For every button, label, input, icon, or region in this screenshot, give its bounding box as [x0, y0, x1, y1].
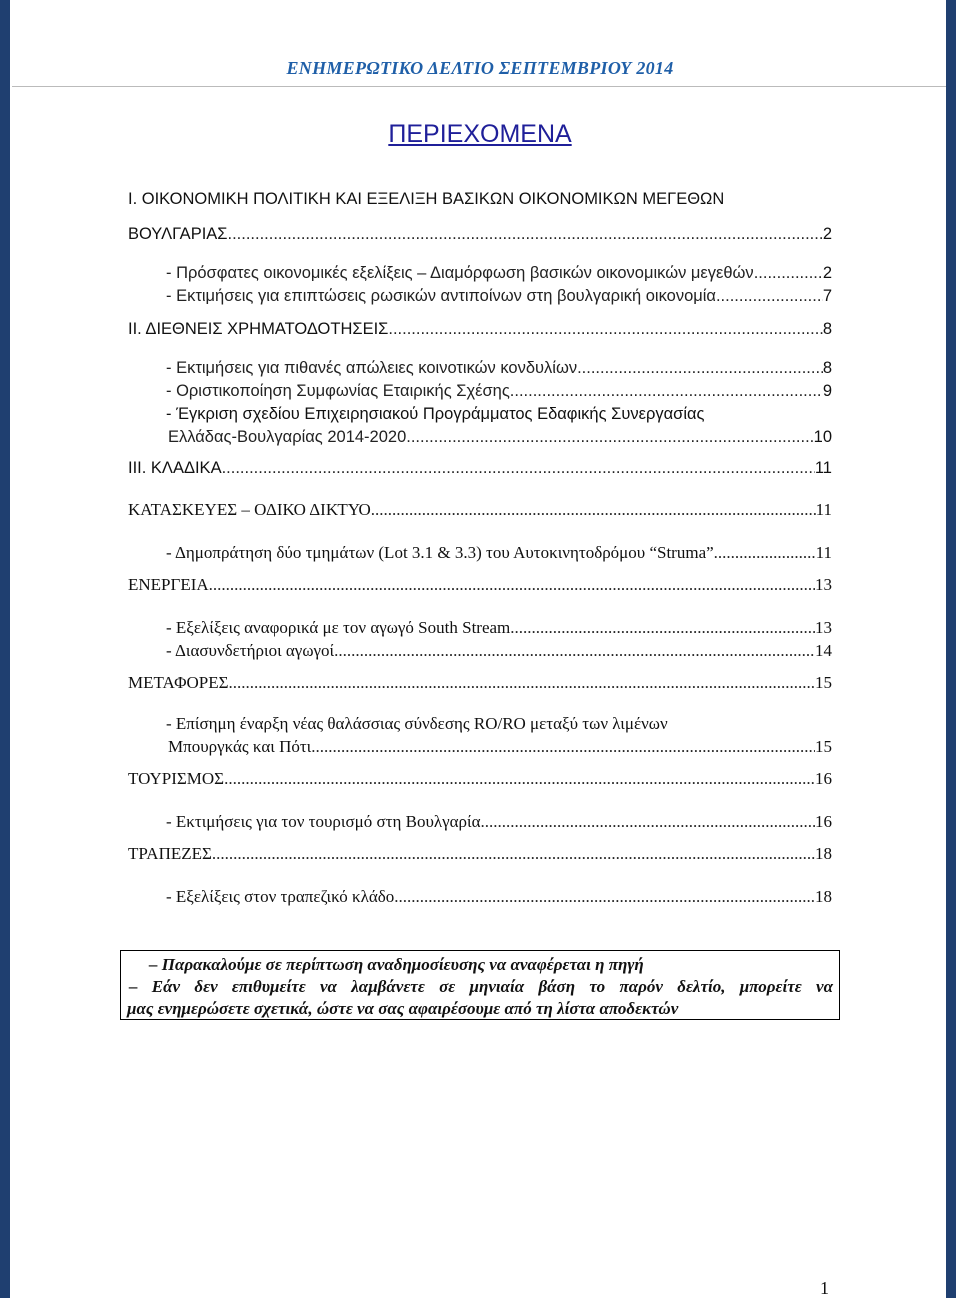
toc-page-number: 11 [815, 543, 832, 562]
toc-page-number: 2 [822, 225, 832, 243]
toc-leader-dots [481, 812, 816, 832]
toc-page-number: 11 [814, 459, 832, 477]
toc-page-number: 16 [815, 812, 832, 831]
toc-entry-south-stream[interactable] [166, 618, 832, 638]
toc-entry-territorial-cooperation[interactable] [166, 428, 832, 447]
toc-entry-russian-sanctions[interactable] [166, 287, 832, 306]
right-border-bar [946, 0, 956, 1298]
toc-title: ΠΕΡΙΕΧΟΜΕΝΑ [388, 120, 572, 148]
toc-page-number: 9 [822, 382, 832, 400]
toc-leader-dots [209, 575, 815, 595]
toc-leader-dots [388, 320, 822, 339]
toc-entry-section-3[interactable] [128, 459, 832, 478]
toc-entry-label: ΕΝΕΡΓΕΙΑ [128, 575, 209, 594]
toc-leader-dots [311, 737, 815, 757]
toc-entry-energy[interactable] [128, 575, 832, 595]
toc-entry-label: - Εκτιμήσεις για επιπτώσεις ρωσικών αντιποίνων στη βουλγαρική οικονομία [166, 287, 716, 305]
toc-entry-partnership-agreement[interactable] [166, 382, 832, 401]
toc-entry-label: ΜΕΤΑΦΟΡΕΣ [128, 673, 229, 692]
toc-page-number: 2 [822, 264, 832, 282]
toc-entry-label: ΒΟΥΛΓΑΡΙΑΣ [128, 225, 228, 243]
toc-page-number: 18 [815, 844, 832, 863]
toc-leader-dots [406, 428, 813, 447]
toc-page-number: 8 [822, 320, 832, 338]
toc-entry-label: - Δημοπράτηση δύο τμημάτων (Lot 3.1 & 3.3) του Αυτοκινητοδρόμου “Struma” [166, 543, 714, 562]
notice-line-3: μας ενημερώσετε σχετικά, ώστε να σας αφαιρέσουμε από τη λίστα αποδεκτών [127, 999, 679, 1018]
toc-page-number: 7 [822, 287, 832, 305]
toc-entry-roro[interactable] [166, 737, 832, 757]
toc-page-number: 13 [815, 618, 832, 637]
toc-entry-label: ΙΙ. ΔΙΕΘΝΕΙΣ ΧΡΗΜΑΤΟΔΟΤΗΣΕΙΣ [128, 320, 389, 338]
notice-line-2: – Εάν δεν επιθυμείτε να λαμβάνετε σε μηνιαία βάση το παρόν δελτίο, μπορείτε να [129, 977, 833, 996]
header-divider [12, 86, 946, 87]
toc-entry-label: Μπουργκάς και Πότι [168, 737, 312, 756]
page-number: 1 [820, 1278, 829, 1298]
toc-leader-dots [224, 769, 815, 789]
toc-entry-tourism[interactable] [128, 769, 832, 789]
toc-page-number: 15 [815, 673, 832, 692]
toc-page-number: 14 [815, 641, 832, 660]
toc-leader-dots [229, 673, 815, 693]
toc-entry-construction[interactable] [128, 500, 832, 520]
toc-leader-dots [577, 359, 823, 378]
toc-entry-struma-tender[interactable] [166, 543, 832, 563]
header-title: ΕΝΗΜΕΡΩΤΙΚΟ ΔΕΛΤΙΟ ΣΕΠΤΕΜΒΡΙΟΥ 2014 [286, 58, 674, 78]
toc-entry-section-1[interactable] [128, 225, 832, 244]
toc-entry-section-1-line1[interactable]: Ι. ΟΙΚΟΝΟΜΙΚΗ ΠΟΛΙΤΙΚΗ ΚΑΙ ΕΞΕΛΙΞΗ ΒΑΣΙΚΩΝ ΟΙΚΟΝΟΜΙΚΩΝ ΜΕΓΕΘΩΝ [128, 190, 725, 208]
toc-leader-dots [716, 287, 823, 306]
toc-leader-dots [334, 641, 815, 661]
toc-entry-label: - Εξελίξεις αναφορικά με τον αγωγό South Stream [166, 618, 511, 637]
toc-entry-banks[interactable] [128, 844, 832, 864]
toc-entry-label: - Εξελίξεις στον τραπεζικό κλάδο [166, 887, 395, 906]
toc-entry-label: Ελλάδας-Βουλγαρίας 2014-2020 [168, 428, 407, 446]
toc-entry-recent-developments[interactable] [166, 264, 832, 283]
left-border-bar [0, 0, 10, 1298]
toc-entry-banking-sector[interactable] [166, 887, 832, 907]
toc-entry-territorial-cooperation-line1[interactable]: - Έγκριση σχεδίου Επιχειρησιακού Προγράμματος Εδαφικής Συνεργασίας [166, 405, 705, 423]
toc-entry-label: ΙΙΙ. ΚΛΑΔΙΚΑ [128, 459, 222, 477]
toc-leader-dots [212, 844, 815, 864]
toc-leader-dots [222, 459, 815, 478]
toc-entry-label: - Πρόσφατες οικονομικές εξελίξεις – Διαμόρφωση βασικών οικονομικών μεγεθών [166, 264, 754, 282]
toc-leader-dots [510, 618, 815, 638]
republication-notice [120, 950, 840, 1020]
toc-page-number: 10 [813, 428, 832, 446]
toc-page-number: 13 [815, 575, 832, 594]
toc-entry-eu-funds-losses[interactable] [166, 359, 832, 378]
toc-entry-label: ΚΑΤΑΣΚΕΥΕΣ – ΟΔΙΚΟ ΔΙΚΤΥΟ [128, 500, 371, 519]
toc-leader-dots [394, 887, 815, 907]
notice-line-1: – Παρακαλούμε σε περίπτωση αναδημοσίευσης να αναφέρεται η πηγή [149, 955, 644, 974]
toc-entry-label: ΤΟΥΡΙΣΜΟΣ [128, 769, 225, 788]
toc-leader-dots [227, 225, 822, 244]
toc-entry-roro-line1[interactable]: - Επίσημη έναρξη νέας θαλάσσιας σύνδεσης RO/RO μεταξύ των λιμένων [166, 714, 668, 733]
toc-entry-label: - Διασυνδετήριοι αγωγοί [166, 641, 335, 660]
toc-leader-dots [371, 500, 816, 520]
toc-entry-label: ΤΡΑΠΕΖΕΣ [128, 844, 212, 863]
toc-leader-dots [754, 264, 823, 283]
toc-leader-dots [510, 382, 823, 401]
toc-entry-tourism-estimates[interactable] [166, 812, 832, 832]
toc-page-number: 18 [815, 887, 832, 906]
toc-page-number: 16 [815, 769, 832, 788]
toc-page-number: 8 [822, 359, 832, 377]
toc-entry-label: - Εκτιμήσεις για πιθανές απώλειες κοινοτικών κονδυλίων [166, 359, 578, 377]
toc-entry-section-2[interactable] [128, 320, 832, 339]
toc-leader-dots [714, 543, 816, 563]
toc-entry-label: - Εκτιμήσεις για τον τουρισμό στη Βουλγαρία [166, 812, 481, 831]
toc-entry-transport[interactable] [128, 673, 832, 693]
toc-entry-interconnectors[interactable] [166, 641, 832, 661]
toc-entry-label: - Οριστικοποίηση Συμφωνίας Εταιρικής Σχέσης [166, 382, 510, 400]
toc-page-number: 15 [815, 737, 832, 756]
toc-page-number: 11 [815, 500, 832, 519]
